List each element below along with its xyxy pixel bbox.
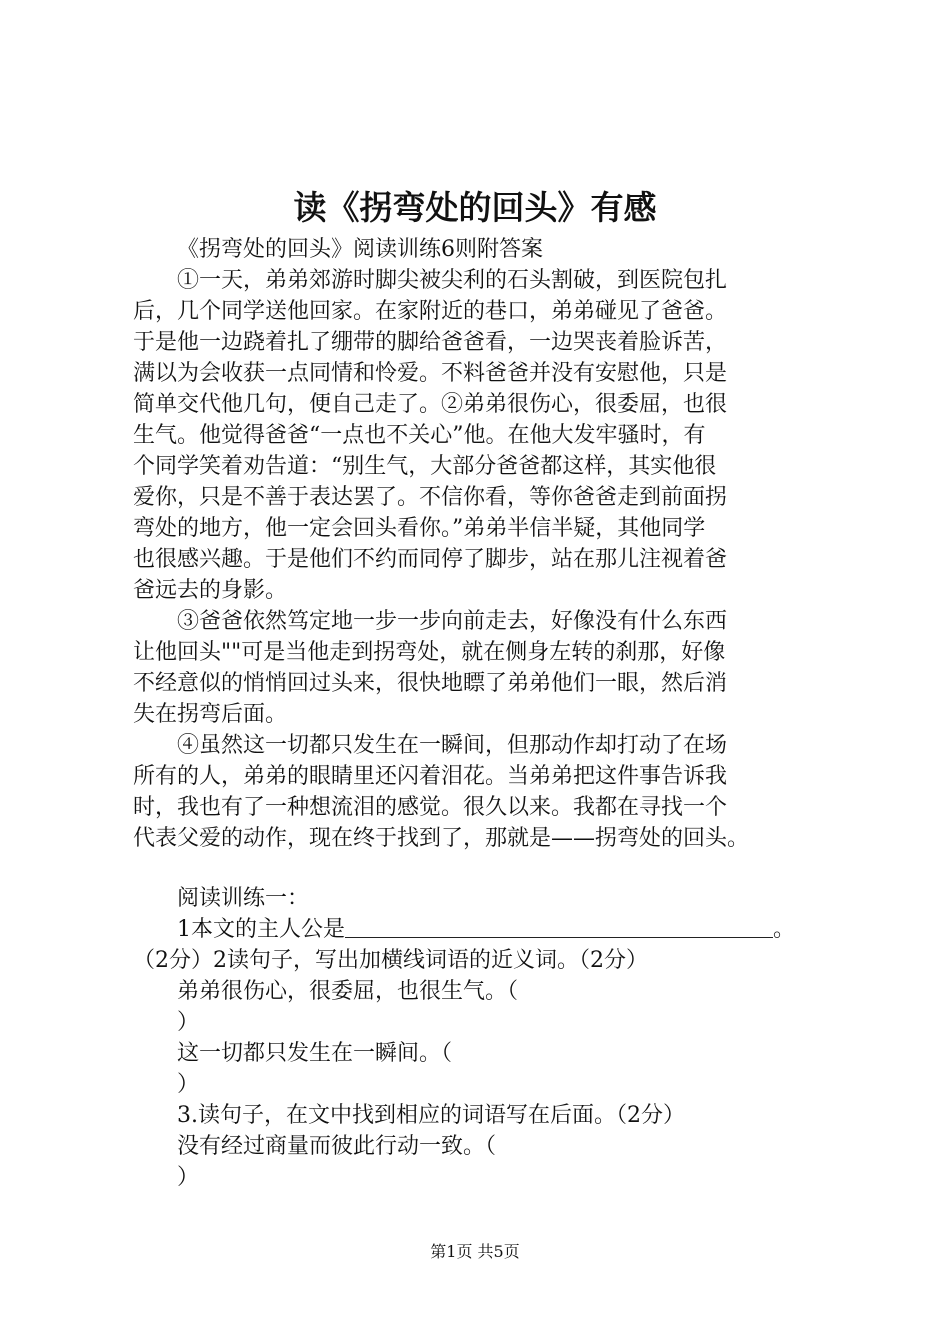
story-line: 后，几个同学送他回家。在家附近的巷口，弟弟碰见了爸爸。 <box>133 299 728 324</box>
story-line: 所有的人，弟弟的眼睛里还闪着泪花。当弟弟把这件事告诉我 <box>133 764 728 789</box>
page-footer: 第1页 共5页 <box>430 1242 520 1261</box>
story-line: 满以为会收获一点同情和怜爱。不料爸爸并没有安慰他，只是 <box>133 361 728 386</box>
story-line: 爸远去的身影。 <box>133 578 288 603</box>
question-2-sentence-1-close: ） <box>177 1010 200 1035</box>
story-line: ③爸爸依然笃定地一步一步向前走去，好像没有什么东西 <box>177 609 728 634</box>
story-line: 个同学笑着劝告道：“别生气，大部分爸爸都这样，其实他很 <box>133 454 717 479</box>
story-line: 代表父爱的动作，现在终于找到了，那就是——拐弯处的回头。 <box>133 826 750 851</box>
story-line: 时，我也有了一种想流泪的感觉。很久以来。我都在寻找一个 <box>133 795 728 820</box>
document-body <box>133 234 833 1193</box>
story-line: ④虽然这一切都只发生在一瞬间，但那动作却打动了在场 <box>177 733 728 758</box>
document-title: 读《拐弯处的回头》有感 <box>293 188 657 227</box>
answer-blank-1[interactable] <box>345 917 773 938</box>
question-2: （2分）2读句子，写出加横线词语的近义词。（2分） <box>133 948 648 973</box>
story-line: 不经意似的悄悄回过头来，很快地瞟了弟弟他们一眼，然后消 <box>133 671 728 696</box>
story-line: 生气。他觉得爸爸“一点也不关心”他。在他大发牢骚时，有 <box>133 423 706 448</box>
story-line: 弯处的地方，他一定会回头看你。”弟弟半信半疑，其他同学 <box>133 516 706 541</box>
story-line: 让他回头""可是当他走到拐弯处，就在侧身左转的刹那，好像 <box>133 640 726 665</box>
story-line: ①一天，弟弟郊游时脚尖被尖利的石头割破，到医院包扎 <box>177 268 728 293</box>
subtitle: 《拐弯处的回头》阅读训练6则附答案 <box>177 237 543 262</box>
story-line: 于是他一边跷着扎了绷带的脚给爸爸看，一边哭丧着脸诉苦， <box>133 330 728 355</box>
question-2-sentence-1: 弟弟很伤心，很委屈，也很生气。（ <box>177 979 519 1004</box>
story-line: 失在拐弯后面。 <box>133 702 288 727</box>
question-2-sentence-2-close: ） <box>177 1072 200 1097</box>
story-line: 也很感兴趣。于是他们不约而同停了脚步，站在那儿注视着爸 <box>133 547 728 572</box>
question-1-end: 。 <box>773 917 796 942</box>
question-2-sentence-2: 这一切都只发生在一瞬间。（ <box>177 1041 453 1066</box>
question-1-text: 1本文的主人公是 <box>177 917 345 942</box>
story-text <box>133 265 833 854</box>
exercise-heading: 阅读训练一： <box>177 886 310 911</box>
section-gap <box>133 854 833 883</box>
question-3-sentence-1-close: ） <box>177 1165 200 1190</box>
question-3-sentence-1: 没有经过商量而彼此行动一致。（ <box>177 1134 497 1159</box>
story-line: 爱你，只是不善于表达罢了。不信你看，等你爸爸走到前面拐 <box>133 485 728 510</box>
story-line: 简单交代他几句，便自己走了。②弟弟很伤心，很委屈，也很 <box>133 392 728 417</box>
question-1 <box>133 914 833 945</box>
question-3: 3.读句子，在文中找到相应的词语写在后面。（2分） <box>177 1103 685 1128</box>
